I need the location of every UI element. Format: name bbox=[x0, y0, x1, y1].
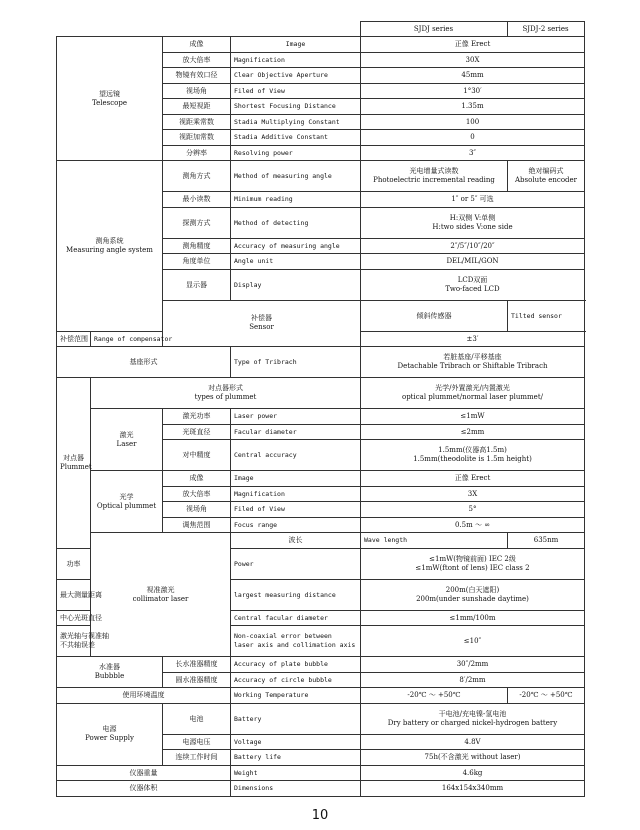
bubble-group-en: Bubbble bbox=[94, 672, 125, 680]
sensor-group-cn: 补偿器 bbox=[251, 314, 272, 323]
angle-detect-value bbox=[361, 207, 585, 238]
telescope-aperture-cn: 物镜有效口径 bbox=[163, 68, 231, 84]
collimator-group bbox=[91, 533, 231, 657]
power-voltage-cn: 电源电压 bbox=[163, 734, 231, 750]
angle-method-cn: 测角方式 bbox=[163, 161, 231, 192]
collimator-diameter-cn: 中心光斑直径 bbox=[57, 610, 91, 626]
plummet-laser-diameter-en: Facular diameter bbox=[231, 424, 361, 440]
bubble-group bbox=[57, 657, 163, 688]
angle-unit-en: Angle unit bbox=[231, 254, 361, 270]
angle-method-absolute bbox=[508, 161, 585, 192]
plummet-types-v-cn: 光学/外置激光/内置激光 bbox=[435, 384, 510, 392]
plummet-optical-image-cn: 成像 bbox=[163, 471, 231, 487]
power-row-battery bbox=[57, 703, 585, 734]
page-number: 10 bbox=[311, 808, 329, 823]
plummet-optical-fov-value: 5° bbox=[361, 502, 585, 518]
telescope-resolving-en: Resolving power bbox=[231, 145, 361, 161]
collimator-power-cn: 功率 bbox=[57, 548, 91, 579]
angle-group bbox=[57, 161, 163, 332]
power-battery-value bbox=[361, 703, 585, 734]
telescope-image-en: Image bbox=[231, 37, 361, 53]
power-battery-en: Battery bbox=[231, 703, 361, 734]
angle-display-cn: 显示器 bbox=[163, 269, 231, 300]
plummet-types-en: types of plummet bbox=[194, 393, 257, 401]
plummet-laser-cn: 激光 bbox=[119, 430, 134, 439]
dimensions-en: Dimensions bbox=[231, 781, 361, 797]
collimator-row-wavelength bbox=[57, 533, 585, 549]
series-sjdj-label: SJDJ series bbox=[360, 22, 507, 37]
angle-detect-v-en: H:two sides V:one side bbox=[432, 222, 513, 231]
angle-accuracy-cn: 测角精度 bbox=[163, 238, 231, 254]
sensor-range-en: Range of compensator bbox=[91, 331, 163, 347]
plummet-laser-accuracy-v1: 1.5mm(仪器高1.5m) bbox=[438, 446, 507, 454]
angle-unit-value: DEL/MIL/GON bbox=[361, 254, 585, 270]
plummet-optical-image-en: Image bbox=[231, 471, 361, 487]
power-voltage-value: 4.8V bbox=[361, 734, 585, 750]
telescope-multiplying-value: 100 bbox=[361, 114, 585, 130]
angle-detect-cn: 探测方式 bbox=[163, 207, 231, 238]
plummet-laser-diameter-cn: 光斑直径 bbox=[163, 424, 231, 440]
telescope-magnification-cn: 放大倍率 bbox=[163, 52, 231, 68]
plummet-optical-focus-en: Focus range bbox=[231, 517, 361, 533]
telescope-magnification-value: 30X bbox=[361, 52, 585, 68]
weight-en: Weight bbox=[231, 765, 361, 781]
bubble-row-plate bbox=[57, 657, 585, 673]
tribrach-value bbox=[361, 347, 585, 378]
sensor-range-value: ±3′ bbox=[361, 331, 585, 347]
collimator-distance-cn: 最大测量距离 bbox=[57, 579, 91, 610]
telescope-image-value: 正像 Erect bbox=[361, 37, 585, 53]
plummet-types-value bbox=[361, 378, 585, 409]
collimator-diameter-en: Central facular diameter bbox=[231, 610, 361, 626]
collimator-distance-en: largest measuring distance bbox=[231, 579, 361, 610]
plummet-laser-accuracy-en: Central accuracy bbox=[231, 440, 361, 471]
temperature-row bbox=[57, 688, 585, 704]
angle-min-reading-en: Minimum reading bbox=[231, 192, 361, 208]
collimator-power-v2: ≤1mW(ftont of lens) IEC class 2 bbox=[415, 563, 530, 572]
telescope-additive-cn: 视距加常数 bbox=[163, 130, 231, 146]
sensor-tilt-cn: 倾斜传感器 bbox=[361, 300, 508, 331]
telescope-image-cn: 成像 bbox=[163, 37, 231, 53]
telescope-aperture-value: 45mm bbox=[361, 68, 585, 84]
plummet-row-types bbox=[57, 378, 585, 409]
telescope-fov-value: 1°30′ bbox=[361, 83, 585, 99]
sensor-tilt-en: Tilted sensor bbox=[508, 300, 585, 331]
power-group-en: Power Supply bbox=[85, 734, 134, 742]
bubble-circle-cn: 圆水准器精度 bbox=[163, 672, 231, 688]
spec-table-main bbox=[56, 36, 585, 797]
plummet-types-cn: 对点器形式 bbox=[208, 384, 243, 392]
tribrach-cn: 基座形式 bbox=[57, 347, 231, 378]
plummet-optical-row-image bbox=[57, 471, 585, 487]
weight-row bbox=[57, 765, 585, 781]
telescope-group-cn: 望远镜 bbox=[99, 89, 120, 98]
plummet-laser-accuracy-value bbox=[361, 440, 585, 471]
collimator-coaxial-value: ≤10″ bbox=[361, 626, 585, 657]
plummet-types-v-en: optical plummet/normal laser plummet/ bbox=[401, 393, 543, 401]
telescope-shortest-en: Shortest Focusing Distance bbox=[231, 99, 361, 115]
plummet-optical-focus-cn: 调焦范围 bbox=[163, 517, 231, 533]
telescope-resolving-value: 3″ bbox=[361, 145, 585, 161]
collimator-distance-value bbox=[361, 579, 585, 610]
sensor-group-en: Sensor bbox=[249, 323, 274, 332]
telescope-resolving-cn: 分辨率 bbox=[163, 145, 231, 161]
sensor-group bbox=[163, 300, 361, 347]
telescope-aperture-en: Clear Objective Aperture bbox=[231, 68, 361, 84]
dimensions-value: 164x154x340mm bbox=[361, 781, 585, 797]
telescope-additive-en: Stadia Additive Constant bbox=[231, 130, 361, 146]
plummet-laser-diameter-value: ≤2mm bbox=[361, 424, 585, 440]
tribrach-v-cn: 若脏基座/平移基座 bbox=[443, 353, 502, 361]
telescope-row-image bbox=[57, 37, 585, 53]
bubble-plate-cn: 长水准器精度 bbox=[163, 657, 231, 673]
header-blank bbox=[56, 22, 360, 37]
angle-method-incremental bbox=[361, 161, 508, 192]
tribrach-v-en: Detachable Tribrach or Shiftable Tribrach bbox=[397, 362, 548, 370]
collimator-distance-v1: 200m(白天遮阳) bbox=[445, 585, 500, 594]
plummet-laser-accuracy-cn: 对中精度 bbox=[163, 440, 231, 471]
plummet-laser-power-en: Laser power bbox=[231, 409, 361, 425]
plummet-group-cn: 对点器 bbox=[63, 453, 84, 462]
angle-method-v1-cn: 光电增量式读数 bbox=[409, 167, 459, 175]
collimator-coaxial-cn2: 不共轴误差 bbox=[60, 641, 95, 649]
weight-value: 4.6kg bbox=[361, 765, 585, 781]
plummet-laser-power-cn: 激光功率 bbox=[163, 409, 231, 425]
bubble-plate-en: Accuracy of plate bubble bbox=[231, 657, 361, 673]
angle-display-value bbox=[361, 269, 585, 300]
collimator-distance-v2: 200m(under sunshade daytime) bbox=[416, 594, 529, 603]
angle-accuracy-value: 2″/5″/10″/20″ bbox=[361, 238, 585, 254]
dimensions-cn: 仪器体积 bbox=[57, 781, 231, 797]
dimensions-row bbox=[57, 781, 585, 797]
collimator-wavelength-cn: 波长 bbox=[231, 533, 361, 549]
series-sjdj2-label: SJDJ-2 series bbox=[507, 22, 584, 37]
collimator-coaxial-cn bbox=[57, 626, 109, 657]
angle-method-v2-cn: 绝对编码式 bbox=[528, 167, 564, 175]
collimator-power-value bbox=[361, 548, 585, 579]
telescope-multiplying-cn: 视距乘常数 bbox=[163, 114, 231, 130]
bubble-circle-en: Accuracy of circle bubble bbox=[231, 672, 361, 688]
angle-method-v1-en: Photoelectric incremental reading bbox=[373, 176, 495, 184]
power-battery-v-en: Dry battery or charged nickel-hydrogen battery bbox=[387, 718, 558, 727]
collimator-diameter-value: ≤1mm/100m bbox=[361, 610, 585, 626]
power-group bbox=[57, 703, 163, 765]
telescope-fov-en: Filed of View bbox=[231, 83, 361, 99]
angle-display-v-cn: LCD双面 bbox=[457, 275, 488, 284]
collimator-group-en: collimator laser bbox=[132, 594, 189, 603]
sensor-range-cn: 补偿范围 bbox=[57, 331, 91, 347]
angle-group-en: Measuring angle system bbox=[66, 245, 153, 254]
telescope-group bbox=[57, 37, 163, 161]
angle-detect-v-cn: H:双侧 V:单侧 bbox=[449, 213, 496, 222]
power-life-en: Battery life bbox=[231, 750, 361, 766]
bubble-group-cn: 水准器 bbox=[99, 663, 120, 671]
tribrach-row bbox=[57, 347, 585, 378]
bubble-circle-value: 8′/2mm bbox=[361, 672, 585, 688]
weight-cn: 仪器重量 bbox=[57, 765, 231, 781]
collimator-coaxial-en bbox=[231, 626, 361, 657]
plummet-group-en: Plummet bbox=[60, 462, 92, 471]
temperature-v2: -20℃ ～ +50℃ bbox=[508, 688, 585, 704]
angle-display-en: Display bbox=[231, 269, 361, 300]
plummet-optical-focus-value: 0.5m ～ ∞ bbox=[361, 517, 585, 533]
power-life-cn: 连续工作时间 bbox=[163, 750, 231, 766]
collimator-group-cn: 视准激光 bbox=[146, 585, 175, 594]
tribrach-en: Type of Tribrach bbox=[231, 347, 361, 378]
angle-display-v-en: Two-faced LCD bbox=[445, 284, 500, 293]
angle-detect-en: Method of detecting bbox=[231, 207, 361, 238]
power-voltage-en: Voltage bbox=[231, 734, 361, 750]
plummet-group bbox=[57, 378, 91, 549]
plummet-optical-group bbox=[91, 471, 163, 533]
angle-row-method bbox=[57, 161, 585, 192]
collimator-wavelength-en: Wave length bbox=[361, 533, 508, 549]
temperature-en: Working Temperature bbox=[231, 688, 361, 704]
angle-accuracy-en: Accuracy of measuring angle bbox=[231, 238, 361, 254]
telescope-shortest-value: 1.35m bbox=[361, 99, 585, 115]
power-life-value: 75h(不含激光 without laser) bbox=[361, 750, 585, 766]
collimator-power-en: Power bbox=[231, 548, 361, 579]
collimator-power-v1: ≤1mW(物镜前面) IEC 2级 bbox=[429, 554, 516, 563]
plummet-optical-cn: 光学 bbox=[119, 492, 134, 501]
plummet-laser-accuracy-v2: 1.5mm(theodolite is 1.5m height) bbox=[413, 455, 532, 463]
telescope-fov-cn: 视场角 bbox=[163, 83, 231, 99]
bubble-plate-value: 30″/2mm bbox=[361, 657, 585, 673]
telescope-group-en: Telescope bbox=[92, 98, 127, 107]
telescope-multiplying-en: Stadia Multiplying Constant bbox=[231, 114, 361, 130]
collimator-coaxial-en2: laser axis and collimation axis bbox=[234, 641, 356, 649]
plummet-laser-group bbox=[91, 409, 163, 471]
angle-min-reading-value: 1″ or 5″ 可选 bbox=[361, 192, 585, 208]
temperature-cn: 使用环境温度 bbox=[57, 688, 231, 704]
collimator-wavelength-value: 635nm bbox=[508, 533, 585, 549]
collimator-coaxial-en1: Non-coaxial error between bbox=[234, 632, 332, 640]
angle-group-cn: 测角系统 bbox=[95, 236, 124, 245]
telescope-magnification-en: Magnification bbox=[231, 52, 361, 68]
plummet-optical-en: Optical plummet bbox=[96, 501, 157, 510]
series-header-row bbox=[56, 22, 584, 37]
temperature-v1: -20℃ ～ +50℃ bbox=[361, 688, 508, 704]
telescope-additive-value: 0 bbox=[361, 130, 585, 146]
plummet-laser-row-power bbox=[57, 409, 585, 425]
plummet-types bbox=[91, 378, 361, 409]
plummet-optical-fov-en: Filed of View bbox=[231, 502, 361, 518]
angle-unit-cn: 角度单位 bbox=[163, 254, 231, 270]
power-battery-v-cn: 干电池/充电镍-氢电池 bbox=[438, 709, 507, 718]
plummet-optical-image-value: 正像 Erect bbox=[361, 471, 585, 487]
telescope-shortest-cn: 最短视距 bbox=[163, 99, 231, 115]
plummet-optical-magnification-value: 3X bbox=[361, 486, 585, 502]
spec-table-body bbox=[56, 21, 585, 37]
plummet-optical-fov-cn: 视场角 bbox=[163, 502, 231, 518]
plummet-optical-magnification-en: Magnification bbox=[231, 486, 361, 502]
angle-min-reading-cn: 最小读数 bbox=[163, 192, 231, 208]
plummet-laser-en: Laser bbox=[116, 439, 137, 448]
angle-method-en: Method of measuring angle bbox=[231, 161, 361, 192]
plummet-optical-magnification-cn: 放大倍率 bbox=[163, 486, 231, 502]
angle-method-v2-en: Absolute encoder bbox=[514, 176, 578, 184]
power-battery-cn: 电池 bbox=[163, 703, 231, 734]
collimator-coaxial-cn1: 激光轴与视准轴 bbox=[60, 632, 109, 640]
plummet-laser-power-value: ≤1mW bbox=[361, 409, 585, 425]
power-group-cn: 电源 bbox=[102, 725, 117, 733]
